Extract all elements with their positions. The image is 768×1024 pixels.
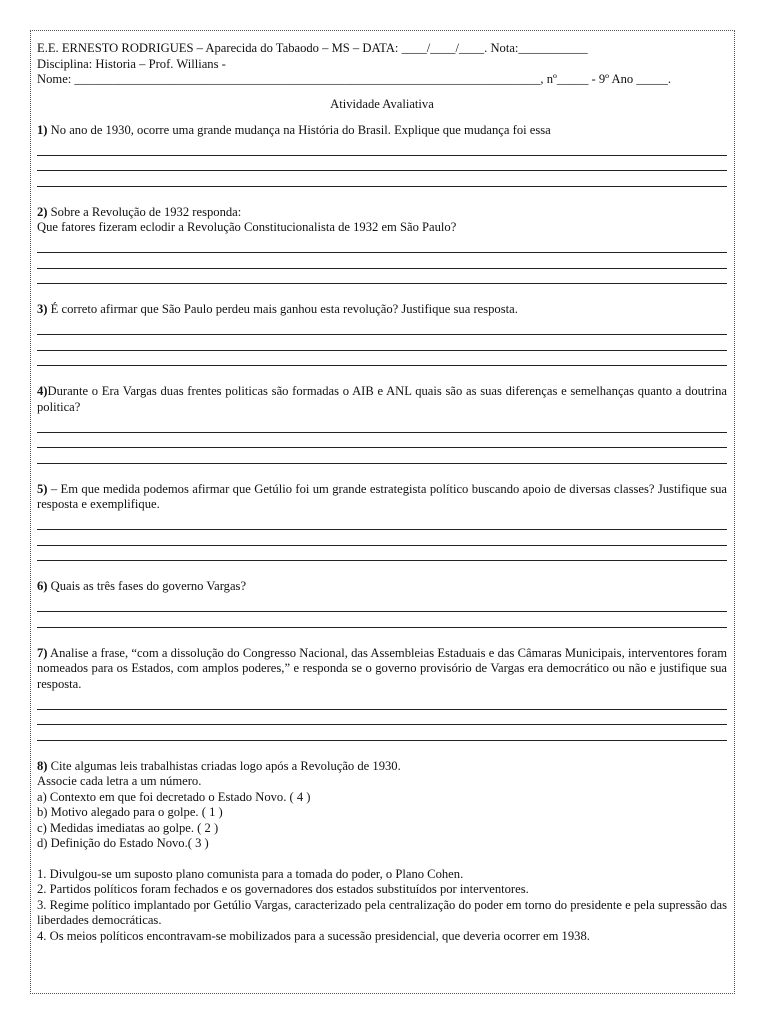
matching-item-d[interactable]: d) Definição do Estado Novo.( 3 ) xyxy=(37,836,209,850)
answer-line[interactable] xyxy=(37,530,727,546)
answer-line[interactable] xyxy=(37,171,727,187)
matching-item-a[interactable]: a) Contexto em que foi decretado o Estado Novo. ( 4 ) xyxy=(37,789,311,804)
answer-line[interactable] xyxy=(37,156,727,172)
question-text xyxy=(37,384,727,415)
answer-lines[interactable] xyxy=(37,238,727,285)
question-body: Quais as três fases do governo Vargas? xyxy=(47,579,247,593)
question-text xyxy=(37,579,727,595)
matching-instruction: Associe cada letra a um número. xyxy=(37,774,202,788)
matching-exercise xyxy=(37,774,727,852)
answer-line[interactable] xyxy=(37,335,727,351)
answer-line[interactable] xyxy=(37,710,727,726)
answer-line[interactable] xyxy=(37,546,727,562)
question-number: 3) xyxy=(37,302,48,316)
question-1 xyxy=(37,123,727,187)
answer-line[interactable] xyxy=(37,433,727,449)
question-subtext: Que fatores fizeram eclodir a Revolução Constitucionalista de 1932 em São Paulo? xyxy=(37,220,457,234)
answer-lines[interactable] xyxy=(37,515,727,562)
question-text xyxy=(37,482,727,513)
answer-line[interactable] xyxy=(37,597,727,613)
question-5 xyxy=(37,482,727,562)
question-body: É correto afirmar que São Paulo perdeu mais ganhou esta revolução? Justifique sua resposta. xyxy=(47,302,518,316)
answer-lines[interactable] xyxy=(37,694,727,741)
answer-line[interactable] xyxy=(37,448,727,464)
answer-lines[interactable] xyxy=(37,597,727,628)
question-number: 5) xyxy=(37,481,48,496)
question-3 xyxy=(37,302,727,366)
matching-item-c[interactable]: c) Medidas imediatas ao golpe. ( 2 ) xyxy=(37,820,219,835)
answer-lines[interactable] xyxy=(37,417,727,464)
header-name-line[interactable]: Nome: __________________________________________________________________________, nº_____ - 9º Ano _____. xyxy=(37,72,671,86)
worksheet xyxy=(37,41,727,944)
question-body: Durante o Era Vargas duas frentes politicas são formadas o AIB e ANL quais são as suas diferenças e semelhanças quanto a doutrina politica? xyxy=(37,384,727,414)
matching-item-b[interactable]: b) Motivo alegado para o golpe. ( 1 ) xyxy=(37,805,223,819)
question-text xyxy=(37,646,727,693)
question-body: Analise a frase, “com a dissolução do Congresso Nacional, das Assembleias Estaduais e das Câmaras Municipais, interventores foram nomeados para os Estados, com amplos poderes,” e responda se o governo provisório de Vargas era democrático ou não e justifique sua resposta. xyxy=(37,645,727,691)
question-text xyxy=(37,302,727,318)
question-number: 8) xyxy=(37,758,48,773)
answer-line[interactable] xyxy=(37,515,727,531)
question-body: No ano de 1930, ocorre uma grande mudança na História do Brasil. Explique que mudança foi essa xyxy=(47,122,551,137)
answer-line[interactable] xyxy=(37,320,727,336)
question-8 xyxy=(37,759,727,945)
question-text xyxy=(37,205,727,221)
answer-line[interactable] xyxy=(37,725,727,741)
answer-line[interactable] xyxy=(37,417,727,433)
answer-line[interactable] xyxy=(37,253,727,269)
question-number: 4) xyxy=(37,384,48,398)
answer-lines[interactable] xyxy=(37,140,727,187)
matching-option-2: 2. Partidos políticos foram fechados e os governadores dos estados substituídos por interventores. xyxy=(37,882,529,896)
answer-lines[interactable] xyxy=(37,320,727,367)
answer-line[interactable] xyxy=(37,351,727,367)
question-4 xyxy=(37,384,727,464)
header-school-line: E.E. ERNESTO RODRIGUES – Aparecida do Tabaodo – MS – DATA: ____/____/____. Nota:___________ xyxy=(37,41,588,55)
question-number: 6) xyxy=(37,579,48,593)
matching-option-4: 4. Os meios políticos encontravam-se mobilizados para a sucessão presidencial, que deveria ocorrer em 1938. xyxy=(37,928,590,943)
page-title: Atividade Avaliativa xyxy=(330,96,434,111)
answer-line[interactable] xyxy=(37,269,727,285)
header xyxy=(37,41,727,88)
question-number: 2) xyxy=(37,204,48,219)
matching-option-1: 1. Divulgou-se um suposto plano comunista para a tomada do poder, o Plano Cohen. xyxy=(37,866,464,881)
question-body: – Em que medida podemos afirmar que Getúlio foi um grande estrategista político buscando apoio de diversas classes? Justifique sua resposta e exemplifique. xyxy=(37,481,727,511)
question-text xyxy=(37,123,727,139)
question-body: Sobre a Revolução de 1932 responda: xyxy=(47,204,242,219)
question-number: 7) xyxy=(37,645,48,660)
question-2 xyxy=(37,205,727,285)
question-text xyxy=(37,759,727,775)
matching-option-3: 3. Regime político implantado por Getúlio Vargas, caracterizado pela centralização do poder em torno do presidente e pela supressão das liberdades democráticas. xyxy=(37,897,727,927)
question-body: Cite algumas leis trabalhistas criadas logo após a Revolução de 1930. xyxy=(47,758,401,773)
question-number: 1) xyxy=(37,122,48,137)
question-6 xyxy=(37,579,727,628)
question-7 xyxy=(37,646,727,741)
answer-line[interactable] xyxy=(37,694,727,710)
answer-line[interactable] xyxy=(37,140,727,156)
header-subject-line: Disciplina: Historia – Prof. Willians - xyxy=(37,56,226,71)
matching-options xyxy=(37,867,727,945)
answer-line[interactable] xyxy=(37,238,727,254)
answer-line[interactable] xyxy=(37,612,727,628)
